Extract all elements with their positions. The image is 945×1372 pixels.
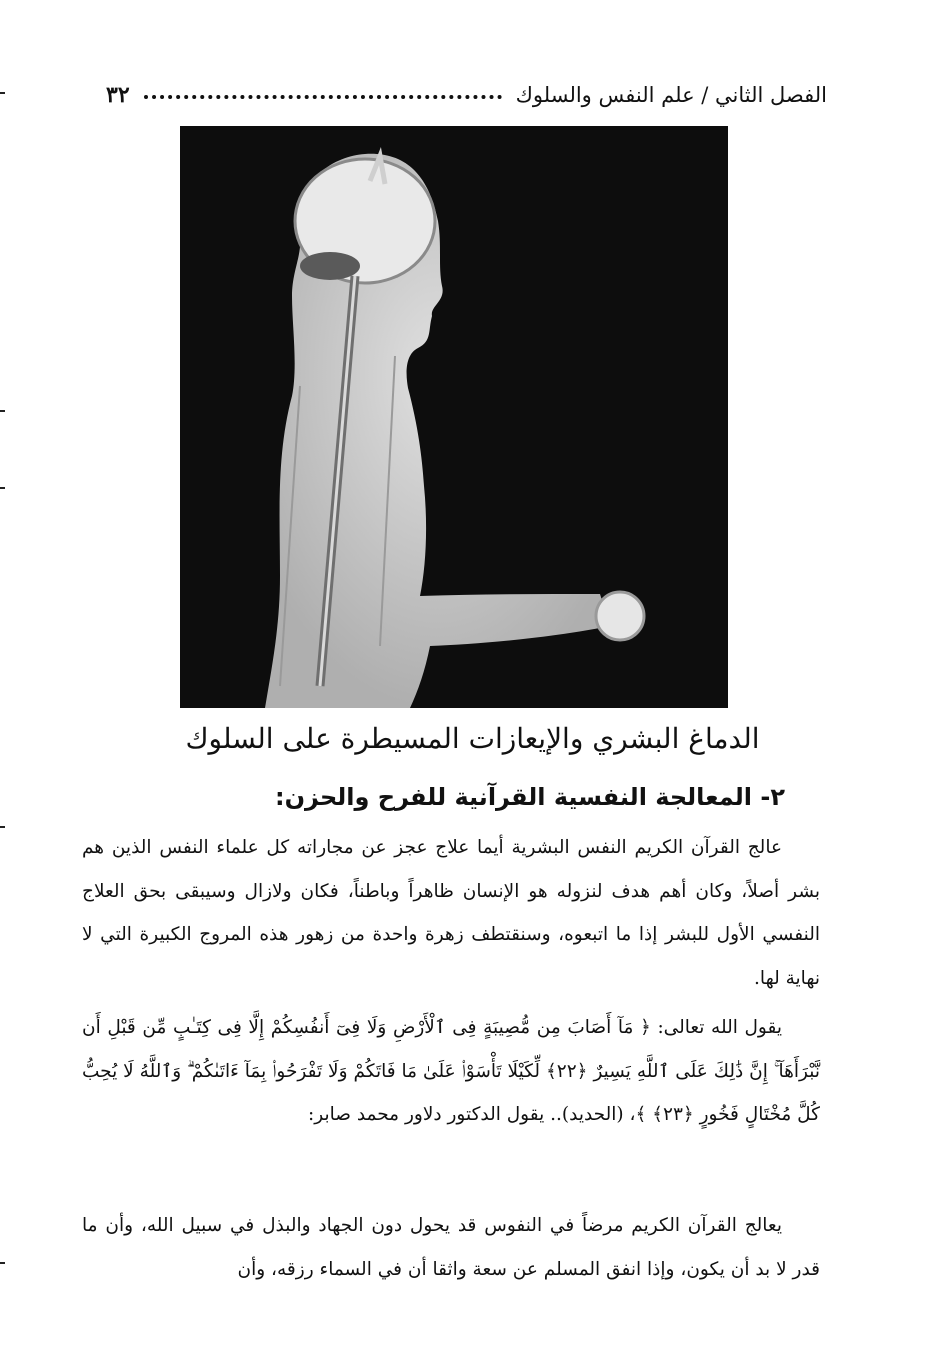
human-figure-drawing — [180, 126, 728, 708]
quran-quote-paragraph — [82, 1006, 820, 1137]
brain-nervous-system-illustration — [180, 126, 728, 708]
chapter-title: الفصل الثاني / علم النفس والسلوك — [515, 83, 827, 107]
page-number: ٣٢ — [106, 82, 130, 108]
scan-margin-mark — [0, 487, 5, 489]
paragraph-text: يقول الله تعالى: ﴿ مَآ أَصَابَ مِن مُّصِيبَةٍ فِى ٱلْأَرْضِ وَلَا فِىٓ أَنفُسِكُمْ إِلَّا فِى كِتَـٰبٍ مِّن قَبْلِ أَن نَّبْرَأَهَآ ۚ إِنَّ ذَٰلِكَ عَلَى ٱللَّهِ يَسِيرٌ ﴿٢٢﴾ لِّكَيْلَا تَأْسَوْا۟ عَلَىٰ مَا فَاتَكُمْ وَلَا تَفْرَحُوا۟ بِمَآ ءَاتَىٰكُمْ ۗ وَٱللَّهُ لَا يُحِبُّ كُلَّ مُخْتَالٍ فَخُورٍ ﴿٢٣﴾ ﴾، (الحديد).. يقول الدكتور دلاور محمد صابر: — [82, 1017, 820, 1125]
body-paragraph — [82, 1204, 820, 1291]
paragraph-text: عالج القرآن الكريم النفس البشرية أيما علاج عجز عن مجاراته كل علماء النفس الذين هم بشر أصلاً، وكان أهم هدف لنزوله هو الإنسان ظاهراً وباطناً، فكان ولازال وسيبقى بحق العلاج النفسي الأول للبشر إذا ما اتبعوه، وسنقتطف زهرة واحدة من زهور هذه المروج الكبيرة التي لا نهاية لها. — [82, 837, 820, 989]
scan-margin-mark — [0, 410, 5, 412]
scan-margin-mark — [0, 826, 5, 828]
scan-margin-mark — [0, 1262, 5, 1264]
body-paragraph — [82, 826, 820, 1000]
scan-margin-mark — [0, 92, 5, 94]
running-header — [92, 78, 827, 112]
paragraph-text: يعالج القرآن الكريم مرضاً في النفوس قد يحول دون الجهاد والبذل في سبيل الله، وأن ما قدر لا بد أن يكون، وإذا انفق المسلم عن سعة واثقا أن في السماء رزقه، وأن — [82, 1215, 820, 1280]
header-dotted-rule — [144, 95, 502, 99]
figure-caption: الدماغ البشري والإيعازات المسيطرة على السلوك — [185, 722, 760, 755]
section-heading: ٢- المعالجة النفسية القرآنية للفرح والحزن: — [274, 783, 785, 811]
